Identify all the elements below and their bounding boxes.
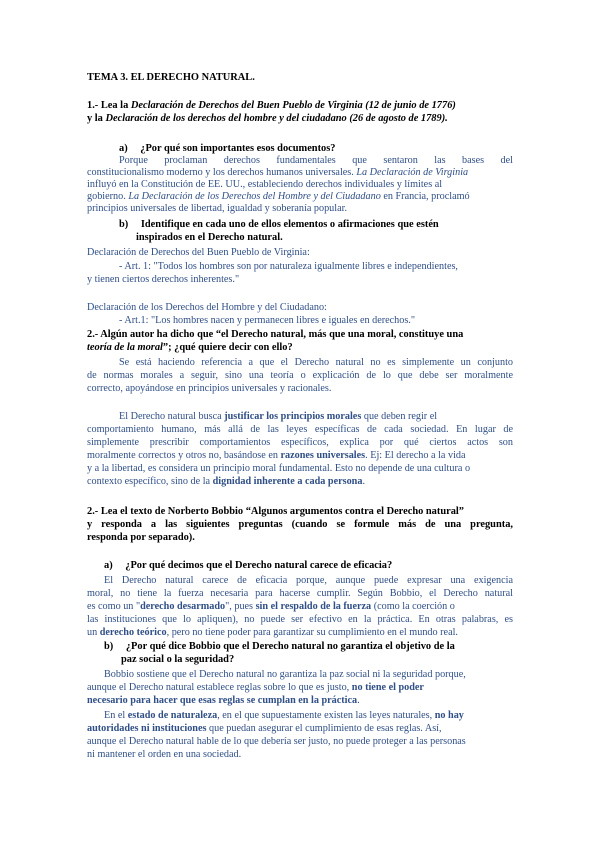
question-3-heading-line-2: y responda a las siguientes preguntas (cuando se formule más de una pregunta, [87,519,513,530]
answer-1a-line [87,167,468,179]
answer-2-p2-line [87,476,365,488]
answer-3b-line: ni mantener el orden en una sociedad. [87,749,242,760]
answer-text: es como un " [87,601,141,612]
answer-text: en Francia, proclamó [383,191,470,202]
question-2-heading-line-1: 2.- Algún autor ha dicho que “el Derecho natural, más que una moral, constituye una [87,329,464,340]
answer-highlight: derecho desarmado [140,601,226,612]
answer-3b-line [87,682,424,694]
question-3-heading-line-3: responda por separado). [87,532,195,543]
question-1b-heading [119,219,439,231]
answer-text: moralmente correctos y otros no, basándose en [87,450,281,461]
question-1a-text: ¿Por qué son importantes esos documentos? [140,143,336,154]
question-1b-text-line-2: inspirados en el Derecho natural. [136,232,283,243]
answer-highlight: autoridades ni instituciones [87,723,207,734]
question-3b-heading [104,641,455,653]
answer-1b-line: y tienen ciertos derechos inherentes." [87,274,240,285]
answer-highlight: derecho teórico [99,627,167,638]
answer-text: El Derecho natural busca [119,411,225,422]
answer-doc-name: La Declaración de los Derechos del Hombre y del Ciudadano [128,191,381,202]
list-marker: b) [104,641,114,652]
answer-highlight: necesario para hacer que esas reglas se cumplan en la práctica [87,695,358,706]
answer-highlight: razones universales [280,450,366,461]
answer-2-p2-line: comportamiento humano, más allá de las leyes específicas de cada sociedad. En lugar de [87,424,513,435]
answer-1a-line: influyó en la Constitución de EE. UU., estableciendo derechos individuales y límites al [87,179,443,190]
answer-text: , en el que supuestamente existen las leyes naturales, [217,710,435,721]
answer-text: contexto específico, sino de la [87,476,213,487]
answer-text: un [87,627,100,638]
question-3a-heading [104,560,392,572]
answer-1b-line: Declaración de Derechos del Buen Pueblo de Virginia: [87,247,310,258]
question-1-heading-line-2 [87,113,448,125]
question-1a-heading [119,143,335,155]
answer-3a-line: moral, no tiene la fuerza necesaria para hacerse cumplir. Según Bobbio, el Derecho natural [87,588,513,599]
answer-highlight: justificar los principios morales [224,411,362,422]
answer-highlight: estado de naturaleza [127,710,218,721]
question-1-heading-line-1 [87,100,456,112]
answer-text: . [362,476,365,487]
answer-2-p2-line: y a la libertad, es considera un principio moral fundamental. Esto no depende de una cultura o [87,463,471,474]
answer-1a-line: Porque proclaman derechos fundamentales que sentaron las bases del [119,155,513,166]
question-1-doc-france: Declaración de los derechos del hombre y del ciudadano (26 de agosto de 1789). [105,113,448,124]
answer-3b-line [104,710,464,722]
answer-highlight: no tiene el poder [351,682,424,693]
answer-1a-line: principios universales de libertad, igualdad y soberanía popular. [87,203,347,214]
answer-text: En el [104,710,128,721]
question-2-heading-line-2 [87,342,293,354]
answer-text: ", pues [225,601,256,612]
question-1-text: 1.- Lea la [87,100,131,111]
list-marker: a) [104,560,113,571]
answer-3a-line [87,601,455,613]
answer-3a-line [87,627,458,639]
question-3a-text: ¿Por qué decimos que el Derecho natural carece de eficacia? [125,560,393,571]
question-1-doc-virginia: Declaración de Derechos del Buen Pueblo de Virginia (12 de junio de 1776) [130,100,456,111]
question-2-emphasis: teoría de la moral [87,342,163,353]
question-3b-text-line-2: paz social o la seguridad? [121,654,235,665]
answer-highlight: no hay [434,710,464,721]
page-title: TEMA 3. EL DERECHO NATURAL. [87,72,255,83]
answer-3a-line: El Derecho natural carece de eficacia porque, aunque puede expresar una exigencia [104,575,513,586]
answer-text: , pero no tiene poder para garantizar su cumplimiento en el mundo real. [166,627,458,638]
answer-2-p2-line [119,411,437,423]
answer-highlight: dignidad inherente a cada persona [212,476,363,487]
question-1b-text: Identifique en cada uno de ellos elementos o afirmaciones que estén [140,219,439,230]
answer-text: gobierno. [87,191,126,202]
answer-2-p2-line: simplemente prescribir comportamientos específicos, explica por qué ciertos actos son [87,437,513,448]
answer-3b-line: Bobbio sostiene que el Derecho natural no garantiza la paz social ni la seguridad porque, [104,669,466,680]
question-1-text: y la [87,113,106,124]
question-2-text: ”; ¿qué quiere decir con ello? [162,342,293,353]
answer-text: constitucionalismo moderno y los derechos humanos universales. [87,167,354,178]
answer-text: (como la coerción o [371,601,455,612]
question-3b-text: ¿Por qué dice Bobbio que el Derecho natural no garantiza el objetivo de la [125,641,455,652]
answer-3a-line: las instituciones que lo apliquen), no puede ser efectivo en la práctica. En otras palabras, es [87,614,513,625]
answer-text: que puedan asegurar el cumplimiento de esas reglas. Así, [206,723,442,734]
answer-2-p2-line [87,450,466,462]
answer-2-p1-line: Se está haciendo referencia a que el Derecho natural no es simplemente un conjunto [119,357,513,368]
answer-highlight: sin el respaldo de la fuerza [255,601,372,612]
answer-1a-line [87,191,470,203]
answer-3b-line [87,695,360,707]
answer-doc-name: La Declaración de Virginia [356,167,469,178]
answer-1b-line: - Art. 1: "Todos los hombres son por naturaleza igualmente libres e independientes, [119,261,458,272]
answer-text: que deben regir el [361,411,438,422]
answer-3b-line: aunque el Derecho natural hable de lo que debería ser justo, no puede proteger a las personas [87,736,466,747]
answer-text: . Ej: El derecho a la vida [365,450,466,461]
answer-1b-line: Declaración de los Derechos del Hombre y del Ciudadano: [87,302,327,313]
answer-2-p1-line: de normas morales a seguir, sino una teoría o explicación de lo que debe ser moralmente [87,370,513,381]
answer-2-p1-line: correcto, apoyándose en principios universales y racionales. [87,383,332,394]
answer-1b-line: - Art.1: "Los hombres nacen y permanecen libres e iguales en derechos." [119,315,416,326]
answer-3b-line [87,723,442,735]
answer-text: aunque el Derecho natural establece reglas sobre lo que es justo, [87,682,352,693]
answer-text: . [357,695,360,706]
list-marker: a) [119,143,128,154]
list-marker: b) [119,219,129,230]
question-3-heading-line-1: 2.- Lea el texto de Norberto Bobbio “Algunos argumentos contra el Derecho natural” [87,506,465,517]
